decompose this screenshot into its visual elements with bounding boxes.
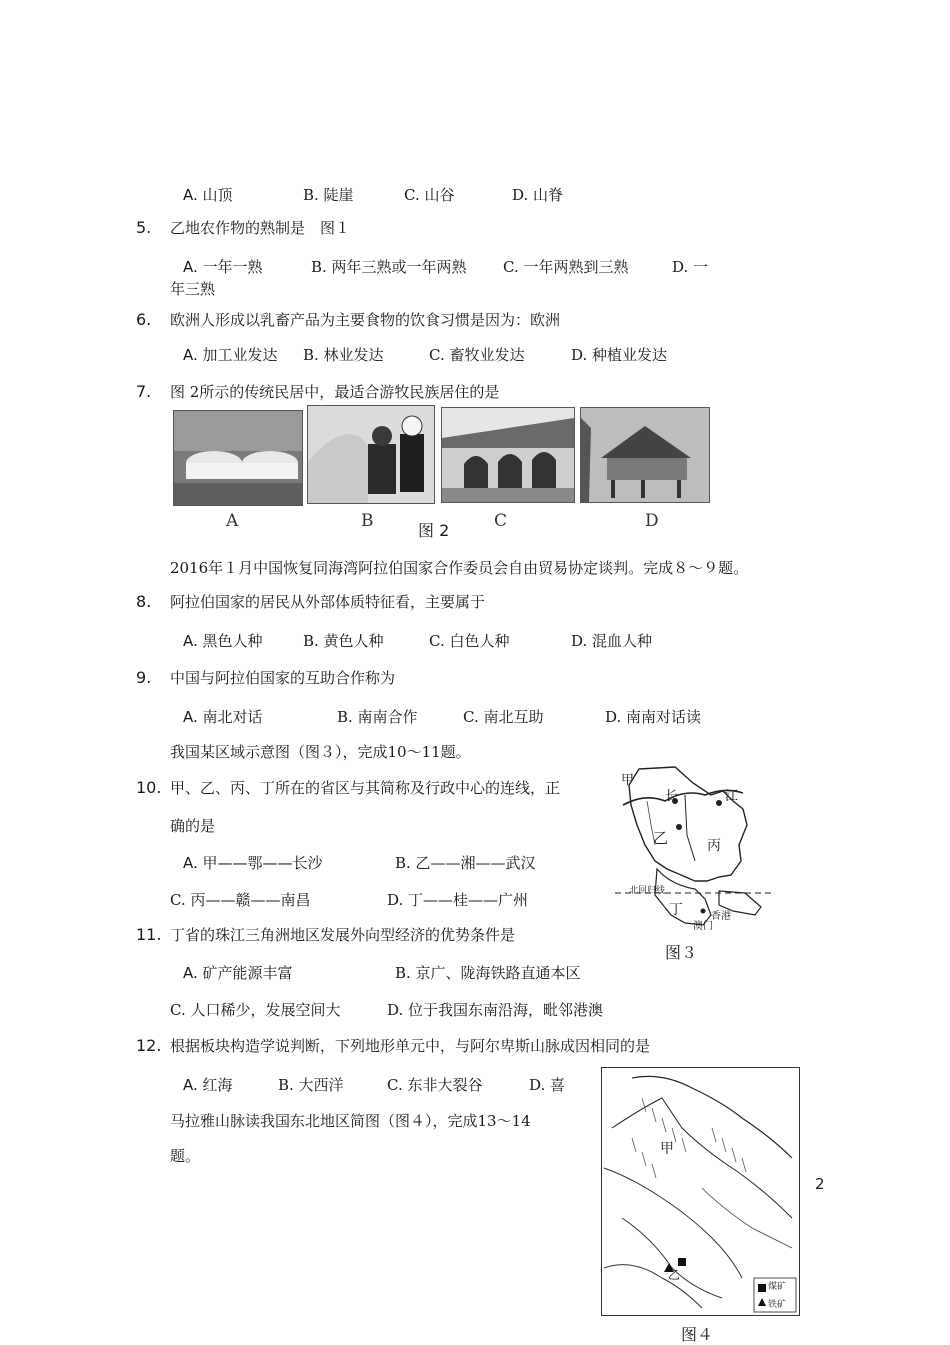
fig2-caption: 图 2 [418, 521, 450, 540]
q9-option-d: D. 南南对话读 [605, 708, 702, 726]
q5-option-d-cont: 年三熟 [170, 280, 216, 298]
q6-number: 6. [136, 310, 152, 329]
fig3-label-macau: 澳门 [693, 921, 713, 932]
q5-number: 5. [136, 218, 152, 237]
q11-option-d: D. 位于我国东南沿海，毗邻港澳 [387, 1001, 604, 1019]
q10-option-a: A. 甲——鄂——长沙 [183, 854, 323, 872]
q12-option-a: A. 红海 [183, 1076, 233, 1094]
fig3-label-yi: 乙 [653, 829, 669, 847]
fig3-caption: 图３ [665, 943, 698, 962]
intro-8-9: 2016年１月中国恢复同海湾阿拉伯国家合作委员会自由贸易协定谈判。完成８～９题。 [170, 559, 749, 577]
fig3-label-bing: 丙 [707, 838, 721, 854]
fig3-label-jiang: 江 [725, 789, 739, 804]
fig4-legend-coal: 煤矿 [768, 1282, 787, 1292]
q10-text-cont: 确的是 [170, 817, 216, 835]
q4-option-a: A. 山顶 [183, 186, 233, 204]
q12-option-d-cont: 马拉雅山脉读我国东北地区简图（图４），完成13～14 [170, 1112, 531, 1130]
q9-text: 中国与阿拉伯国家的互助合作称为 [170, 669, 396, 687]
q11-option-a: A. 矿产能源丰富 [183, 964, 293, 982]
q11-text: 丁省的珠江三角洲地区发展外向型经济的优势条件是 [170, 926, 516, 944]
q10-option-b: B. 乙——湘——武汉 [395, 854, 536, 872]
q7-text: 图 2所示的传统民居中，最适合游牧民族居住的是 [170, 383, 500, 401]
yurt-photo [173, 410, 303, 506]
fig4-label-jia: 甲 [660, 1141, 674, 1157]
q8-option-d: D. 混血人种 [571, 632, 653, 650]
q4-option-c: C. 山谷 [404, 186, 455, 204]
fig3-map [615, 765, 775, 935]
q8-text: 阿拉伯国家的居民从外部体质特征看，主要属于 [170, 593, 486, 611]
q5-option-d: D. 一 [672, 258, 709, 276]
q10-option-d: D. 丁——桂——广州 [387, 891, 529, 909]
q10-text: 甲、乙、丙、丁所在的省区与其简称及行政中心的连线，正 [170, 779, 561, 797]
fig3-label-tropic: 北回归线 [629, 886, 666, 896]
q12-option-d: D. 喜 [529, 1076, 566, 1094]
q11-option-c: C. 人口稀少，发展空间大 [170, 1001, 341, 1019]
q12-option-b: B. 大西洋 [278, 1076, 344, 1094]
fig2-label-b: B [361, 511, 374, 531]
fig3-label-chang: 长 [665, 789, 679, 804]
q9-option-b: B. 南南合作 [337, 708, 418, 726]
q12-number: 12. [136, 1036, 162, 1055]
q11-number: 11. [136, 925, 162, 944]
stilt-house-photo [580, 407, 710, 503]
q5-option-b: B. 两年三熟或一年两熟 [311, 258, 467, 276]
q6-option-a: A. 加工业发达 [183, 346, 278, 364]
q8-number: 8. [136, 592, 152, 611]
page-number: 2 [815, 1175, 825, 1193]
fig4-legend-iron: 铁矿 [768, 1300, 787, 1310]
igloo-photo [307, 405, 435, 504]
q8-option-c: C. 白色人种 [429, 632, 510, 650]
fig4-map [601, 1067, 800, 1316]
q8-option-b: B. 黄色人种 [303, 632, 384, 650]
q9-option-a: A. 南北对话 [183, 708, 263, 726]
q4-option-d: D. 山脊 [512, 186, 564, 204]
fig3-label-jia: 甲 [621, 773, 635, 788]
q10-number: 10. [136, 778, 162, 797]
q12-option-c: C. 东非大裂谷 [387, 1076, 483, 1094]
q6-option-b: B. 林业发达 [303, 346, 384, 364]
q12-text: 根据板块构造学说判断，下列地形单元中，与阿尔卑斯山脉成因相同的是 [170, 1037, 651, 1055]
fig4-caption: 图４ [681, 1325, 714, 1344]
fig3-label-ding: 丁 [669, 902, 683, 918]
fig2-label-c: C [494, 511, 508, 531]
q9-option-c: C. 南北互助 [463, 708, 544, 726]
q6-option-d: D. 种植业发达 [571, 346, 668, 364]
cave-dwelling-photo [441, 407, 575, 503]
q12-option-d-cont2: 题。 [170, 1147, 201, 1165]
q6-option-c: C. 畜牧业发达 [429, 346, 525, 364]
q7-number: 7. [136, 382, 152, 401]
q6-text: 欧洲人形成以乳畜产品为主要食物的饮食习惯是因为：欧洲 [170, 311, 561, 329]
intro-10-11: 我国某区域示意图（图３），完成10～11题。 [170, 743, 471, 761]
q9-number: 9. [136, 668, 152, 687]
q10-option-c: C. 丙——赣——南昌 [170, 891, 311, 909]
q5-text: 乙地农作物的熟制是 图１ [170, 219, 351, 237]
fig2-label-a: A [226, 511, 239, 531]
fig3-label-hk: 香港 [711, 911, 731, 922]
fig4-label-yi: 乙 [668, 1268, 681, 1282]
q4-option-b: B. 陡崖 [303, 186, 354, 204]
q5-option-a: A. 一年一熟 [183, 258, 263, 276]
q8-option-a: A. 黑色人种 [183, 632, 263, 650]
q5-option-c: C. 一年两熟到三熟 [503, 258, 629, 276]
fig2-label-d: D [645, 511, 659, 531]
q11-option-b: B. 京广、陇海铁路直通本区 [395, 964, 581, 982]
